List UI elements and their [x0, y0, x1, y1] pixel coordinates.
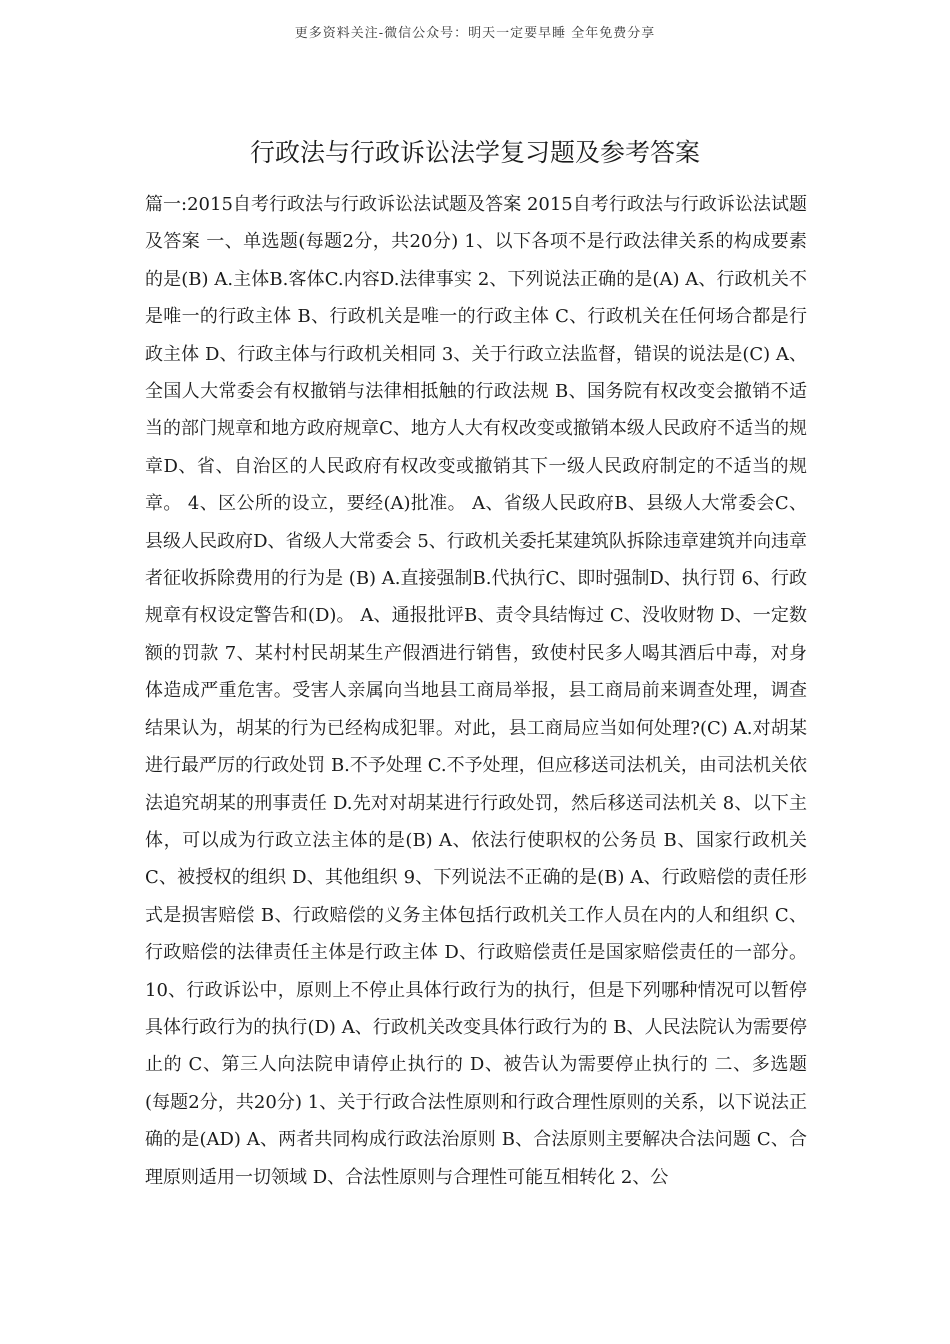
document-title: 行政法与行政诉讼法学复习题及参考答案	[249, 138, 700, 167]
header-note: 更多资料关注-微信公众号：明天一定要早睡 全年免费分享	[294, 26, 656, 41]
document-body: 篇一:2015自考行政法与行政诉讼法试题及答案 2015自考行政法与行政诉讼法试题及答案 一、单选题(每题2分，共20分) 1、以下各项不是行政法律关系的构成要素的是(B) A.主体B.客体C.内容D.法律事实 2、下列说法正确的是(A) A、行政机关不是唯一的行政主体 B、行政机关是唯一的行政主体 C、行政机关在任何场合都是行政主体 D、行政主体与行政机关相同 3、关于行政立法监督，错误的说法是(C) A、全国人大常委会有权撤销与法律相抵触的行政法规 B、国务院有权改变会撤销不适当的部门规章和地方政府规章C、地方人大有权改变或撤销本级人民政府不适当的规章D、省、自治区的人民政府有权改变或撤销其下一级人民政府制定的不适当的规章。 4、区公所的设立，要经(A)批准。 A、省级人民政府B、县级人大常委会C、县级人民政府D、省级人大常委会 5、行政机关委托某建筑队拆除违章建筑并向违章者征收拆除费用的行为是 (B) A.直接强制B.代执行C、即时强制D、执行罚 6、行政规章有权设定警告和(D)。 A、通报批评B、责令具结悔过 C、没收财物 D、一定数额的罚款 7、某村村民胡某生产假酒进行销售，致使村民多人喝其酒后中毒，对身体造成严重危害。受害人亲属向当地县工商局举报，县工商局前来调查处理，调查结果认为，胡某的行为已经构成犯罪。对此，县工商局应当如何处理?(C) A.对胡某进行最严厉的行政处罚 B.不予处理 C.不予处理，但应移送司法机关，由司法机关依法追究胡某的刑事责任 D.先对对胡某进行行政处罚，然后移送司法机关 8、以下主体，可以成为行政立法主体的是(B) A、依法行使职权的公务员 B、国家行政机关 C、被授权的组织 D、其他组织 9、下列说法不正确的是(B) A、行政赔偿的责任形式是损害赔偿 B、行政赔偿的义务主体包括行政机关工作人员在内的人和组织 C、行政赔偿的法律责任主体是行政主体 D、行政赔偿责任是国家赔偿责任的一部分。 10、行政诉讼中，原则上不停止具体行政行为的执行，但是下列哪种情况可以暂停具体行政行为的执行(D) A、行政机关改变具体行政行为的 B、人民法院认为需要停止的 C、第三人向法院申请停止执行的 D、被告认为需要停止执行的 二、多选题(每题2分，共20分) 1、关于行政合法性原则和行政合理性原则的关系，以下说法正确的是(AD) A、两者共同构成行政法治原则 B、合法原则主要解决合法问题 C、合理原则适用一切领域 D、合法性原则与合理性可能互相转化 2、公	[145, 194, 807, 1188]
